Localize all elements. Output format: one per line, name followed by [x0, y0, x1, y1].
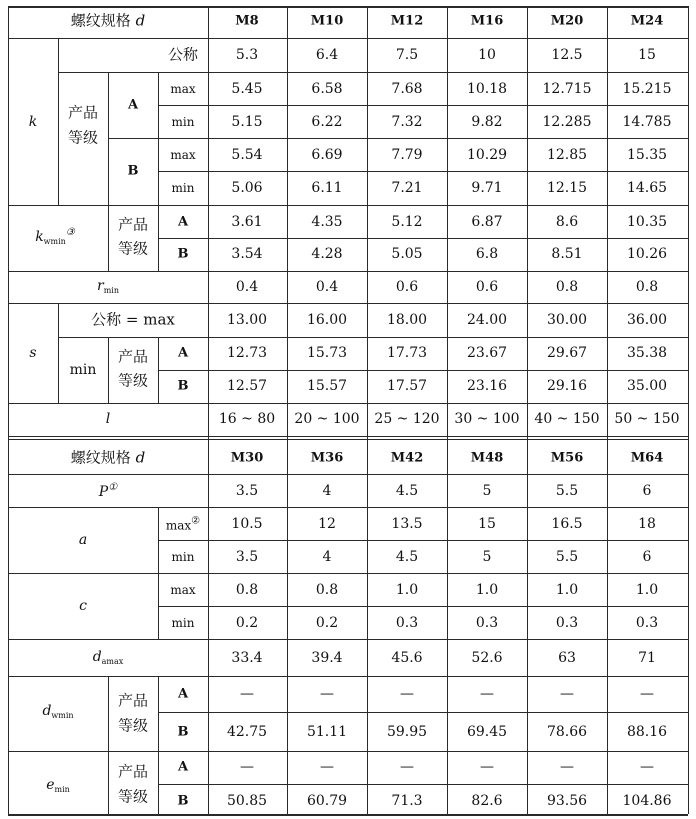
e-a-cell: — [240, 759, 254, 775]
dw-a-cell: — [480, 686, 494, 702]
a-min-cell: 5 [482, 549, 492, 565]
symbol-a: a [78, 532, 88, 548]
s-b-cell: 29.16 [546, 378, 588, 394]
grid-line-v [158, 205, 159, 271]
grid-line-v [607, 6, 608, 814]
size-header: M36 [310, 450, 344, 466]
grid-line-h [8, 436, 688, 437]
s-b-cell: 23.16 [466, 378, 508, 394]
a-max-cell: 13.5 [391, 516, 423, 532]
grid-line-h [158, 105, 688, 106]
a-min-cell: 5.5 [555, 549, 579, 565]
grid-line-h [158, 171, 688, 172]
symbol-p: P① [98, 482, 118, 500]
s-a-cell: 23.67 [466, 345, 508, 361]
dw-b-cell: 88.16 [626, 724, 668, 740]
symbol-k: k [28, 114, 38, 130]
nominal-max-label: 公称 = max [91, 310, 175, 329]
e-a-cell: — [400, 759, 414, 775]
grid-line-h [8, 38, 688, 39]
k-b-min-cell: 7.21 [391, 180, 423, 196]
grade-a-label: A [177, 214, 189, 230]
a-max-cell: 16.5 [551, 516, 583, 532]
dw-a-cell: — [400, 686, 414, 702]
size-header: M16 [470, 13, 504, 29]
grid-line-h [8, 303, 688, 304]
dw-b-cell: 69.45 [466, 724, 508, 740]
grid-line-h [8, 205, 688, 206]
size-header: M48 [470, 450, 504, 466]
s-b-cell: 15.57 [306, 378, 348, 394]
l-range-cell: 20 ~ 100 [294, 411, 360, 427]
s-a-cell: 35.38 [626, 345, 668, 361]
a-max-cell: 15 [478, 516, 496, 532]
e-b-cell: 60.79 [306, 793, 348, 809]
grid-line-h [8, 474, 688, 475]
k-a-min-cell: 6.22 [311, 114, 343, 130]
l-range-cell: 30 ~ 100 [454, 411, 520, 427]
size-header: M56 [550, 450, 584, 466]
s-b-cell: 35.00 [626, 378, 668, 394]
c-min-cell: 0.3 [635, 615, 659, 631]
kw-a-cell: 10.35 [626, 214, 668, 230]
size-header: M64 [630, 450, 664, 466]
grade-b-label: B [177, 246, 189, 262]
size-header: M10 [310, 13, 344, 29]
k-nominal-cell: 10 [478, 47, 496, 63]
symbol-rmin: $r_{min}$ [97, 278, 119, 295]
dw-a-cell: — [320, 686, 334, 702]
c-max-cell: 1.0 [555, 582, 579, 598]
grid-line-v [108, 337, 109, 403]
k-a-min-cell: 5.15 [231, 114, 263, 130]
s-nominal-cell: 36.00 [626, 312, 668, 328]
k-b-max-cell: 12.85 [546, 147, 588, 163]
k-a-max-cell: 15.215 [622, 81, 672, 97]
grade-a-label: A [177, 759, 189, 775]
k-b-max-cell: 5.54 [231, 147, 263, 163]
grid-line-v [58, 303, 59, 403]
grade-b-label: B [177, 724, 189, 740]
grid-line-h [108, 138, 688, 139]
s-a-cell: 17.73 [386, 345, 428, 361]
grid-line-h [8, 814, 688, 816]
k-a-min-cell: 7.32 [391, 114, 423, 130]
min-label: min [171, 550, 195, 564]
grid-line-h [8, 6, 688, 8]
grid-line-v [287, 6, 288, 814]
symbol-c: c [79, 598, 87, 614]
c-min-cell: 0.3 [475, 615, 499, 631]
k-a-min-cell: 9.82 [471, 114, 503, 130]
grade-a-label: A [127, 97, 139, 113]
kw-a-cell: 3.61 [231, 214, 263, 230]
grid-line-h [58, 337, 688, 338]
e-a-cell: — [320, 759, 334, 775]
dw-a-cell: — [640, 686, 654, 702]
grade-label: 产品 [117, 691, 149, 710]
grid-line-h [8, 403, 688, 404]
grid-line-v [8, 6, 9, 814]
max-label: max [170, 82, 196, 96]
da-max-cell: 71 [638, 650, 656, 666]
min-label: min [171, 181, 195, 195]
kw-b-cell: 3.54 [231, 246, 263, 262]
kw-a-cell: 6.87 [471, 214, 503, 230]
a-min-cell: 3.5 [235, 549, 259, 565]
p-cell: 3.5 [235, 483, 259, 499]
grid-line-h [8, 573, 688, 574]
grid-line-v [108, 205, 109, 271]
s-a-cell: 15.73 [306, 345, 348, 361]
e-b-cell: 71.3 [391, 793, 423, 809]
k-b-min-cell: 9.71 [471, 180, 503, 196]
r-min-cell: 0.8 [555, 279, 579, 295]
grade-label: 产品 [117, 347, 149, 366]
dw-b-cell: 51.11 [306, 724, 348, 740]
k-a-max-cell: 12.715 [542, 81, 592, 97]
nominal-label: 公称 [167, 45, 199, 64]
da-max-cell: 45.6 [391, 650, 423, 666]
grid-line-h [8, 507, 688, 508]
kw-b-cell: 6.8 [475, 246, 499, 262]
k-b-min-cell: 14.65 [626, 180, 668, 196]
min-label: min [69, 362, 97, 378]
da-max-cell: 33.4 [231, 650, 263, 666]
kw-a-cell: 8.6 [555, 214, 579, 230]
s-a-cell: 12.73 [226, 345, 268, 361]
size-header: M24 [630, 13, 664, 29]
max-label: max② [165, 515, 201, 533]
min-label: min [171, 115, 195, 129]
grid-line-v [58, 38, 59, 205]
k-b-min-cell: 6.11 [311, 180, 343, 196]
e-b-cell: 93.56 [546, 793, 588, 809]
grade-b-label: B [127, 163, 139, 179]
kw-a-cell: 5.12 [391, 214, 423, 230]
e-b-cell: 104.86 [622, 793, 672, 809]
r-min-cell: 0.8 [635, 279, 659, 295]
k-a-max-cell: 7.68 [391, 81, 423, 97]
grid-line-v [367, 6, 368, 814]
r-min-cell: 0.6 [475, 279, 499, 295]
kw-b-cell: 8.51 [551, 246, 583, 262]
symbol-emin: $e_{min}$ [46, 777, 70, 794]
e-a-cell: — [560, 759, 574, 775]
grade-label: 产品 [117, 762, 149, 781]
s-nominal-cell: 18.00 [386, 312, 428, 328]
grid-line-v [158, 337, 159, 403]
p-cell: 5 [482, 483, 492, 499]
header-label: 螺纹规格 d [70, 11, 146, 30]
grade-b-label: B [177, 793, 189, 809]
min-label: min [171, 616, 195, 630]
symbol-l: l [105, 411, 111, 427]
k-nominal-cell: 7.5 [395, 47, 419, 63]
grid-line-h [158, 238, 688, 239]
k-b-max-cell: 6.69 [311, 147, 343, 163]
dw-a-cell: — [240, 686, 254, 702]
max-label: max [170, 148, 196, 162]
grade-b-label: B [177, 378, 189, 394]
grid-line-h [8, 751, 688, 752]
s-b-cell: 12.57 [226, 378, 268, 394]
c-max-cell: 1.0 [635, 582, 659, 598]
s-a-cell: 29.67 [546, 345, 588, 361]
grade-label: 等级 [117, 371, 149, 390]
dw-b-cell: 42.75 [226, 724, 268, 740]
grid-line-h [8, 439, 688, 440]
a-min-cell: 4 [322, 549, 332, 565]
c-min-cell: 0.3 [555, 615, 579, 631]
r-min-cell: 0.6 [395, 279, 419, 295]
p-cell: 6 [642, 483, 652, 499]
l-range-cell: 50 ~ 150 [614, 411, 680, 427]
c-max-cell: 1.0 [395, 582, 419, 598]
k-a-min-cell: 14.785 [622, 114, 672, 130]
a-min-cell: 4.5 [395, 549, 419, 565]
p-cell: 4 [322, 483, 332, 499]
s-nominal-cell: 13.00 [226, 312, 268, 328]
grid-line-v [158, 676, 159, 814]
max-label: max [170, 583, 196, 597]
a-min-cell: 6 [642, 549, 652, 565]
grid-line-v [158, 507, 159, 639]
e-a-cell: — [640, 759, 654, 775]
s-nominal-cell: 30.00 [546, 312, 588, 328]
dw-a-cell: — [560, 686, 574, 702]
c-max-cell: 1.0 [475, 582, 499, 598]
size-header: M12 [390, 13, 424, 29]
r-min-cell: 0.4 [315, 279, 339, 295]
c-min-cell: 0.2 [235, 615, 259, 631]
k-a-max-cell: 5.45 [231, 81, 263, 97]
grid-line-h [158, 784, 688, 785]
k-nominal-cell: 6.4 [315, 47, 339, 63]
e-b-cell: 82.6 [471, 793, 503, 809]
symbol-s: s [29, 345, 37, 361]
k-nominal-cell: 5.3 [235, 47, 259, 63]
da-max-cell: 52.6 [471, 650, 503, 666]
grade-label: 等级 [117, 716, 149, 735]
l-range-cell: 16 ~ 80 [218, 411, 276, 427]
da-max-cell: 39.4 [311, 650, 343, 666]
header-label: 螺纹规格 d [70, 448, 146, 467]
k-nominal-cell: 15 [638, 47, 656, 63]
grid-line-v [208, 6, 209, 814]
grid-line-h [8, 639, 688, 640]
c-max-cell: 0.8 [235, 582, 259, 598]
p-cell: 5.5 [555, 483, 579, 499]
grade-label: 产品 [67, 103, 99, 122]
k-a-max-cell: 6.58 [311, 81, 343, 97]
s-nominal-cell: 24.00 [466, 312, 508, 328]
k-b-max-cell: 15.35 [626, 147, 668, 163]
grade-label: 等级 [117, 239, 149, 258]
grid-line-h [8, 676, 688, 677]
e-b-cell: 50.85 [226, 793, 268, 809]
p-cell: 4.5 [395, 483, 419, 499]
grid-line-h [158, 540, 688, 541]
size-header: M20 [550, 13, 584, 29]
dw-b-cell: 59.95 [386, 724, 428, 740]
grid-line-v [447, 6, 448, 814]
grid-line-v [688, 6, 689, 814]
k-b-min-cell: 12.15 [546, 180, 588, 196]
s-b-cell: 17.57 [386, 378, 428, 394]
symbol-damax: $d_{amax}$ [92, 649, 124, 666]
r-min-cell: 0.4 [235, 279, 259, 295]
k-nominal-cell: 12.5 [551, 47, 583, 63]
c-min-cell: 0.2 [315, 615, 339, 631]
k-b-max-cell: 7.79 [391, 147, 423, 163]
k-a-max-cell: 10.18 [466, 81, 508, 97]
s-nominal-cell: 16.00 [306, 312, 348, 328]
da-max-cell: 63 [558, 650, 576, 666]
a-max-cell: 10.5 [231, 516, 263, 532]
kw-a-cell: 4.35 [311, 214, 343, 230]
grid-line-v [158, 72, 159, 205]
symbol-dwmin: $d_{wmin}$ [42, 703, 74, 720]
l-range-cell: 40 ~ 150 [534, 411, 600, 427]
c-min-cell: 0.3 [395, 615, 419, 631]
size-header: M42 [390, 450, 424, 466]
k-a-min-cell: 12.285 [542, 114, 592, 130]
kw-b-cell: 10.26 [626, 246, 668, 262]
kw-b-cell: 5.05 [391, 246, 423, 262]
k-b-min-cell: 5.06 [231, 180, 263, 196]
grade-label: 等级 [67, 128, 99, 147]
l-range-cell: 25 ~ 120 [374, 411, 440, 427]
a-max-cell: 18 [638, 516, 656, 532]
e-a-cell: — [480, 759, 494, 775]
a-max-cell: 12 [318, 516, 336, 532]
grade-label: 产品 [117, 215, 149, 234]
grid-line-h [158, 370, 688, 371]
k-b-max-cell: 10.29 [466, 147, 508, 163]
c-max-cell: 0.8 [315, 582, 339, 598]
kw-b-cell: 4.28 [311, 246, 343, 262]
grid-line-h [158, 606, 688, 607]
grid-line-v [527, 6, 528, 814]
grade-label: 等级 [117, 787, 149, 806]
grid-line-h [8, 271, 688, 272]
grid-line-v [108, 72, 109, 205]
size-header: M8 [235, 13, 259, 29]
dw-b-cell: 78.66 [546, 724, 588, 740]
size-header: M30 [230, 450, 264, 466]
grid-line-h [158, 712, 688, 713]
grade-a-label: A [177, 686, 189, 702]
grid-line-h [58, 72, 688, 73]
symbol-kwmin: $k_{wmin}^③$ [35, 227, 75, 246]
grid-line-v [108, 676, 109, 814]
grade-a-label: A [177, 345, 189, 361]
